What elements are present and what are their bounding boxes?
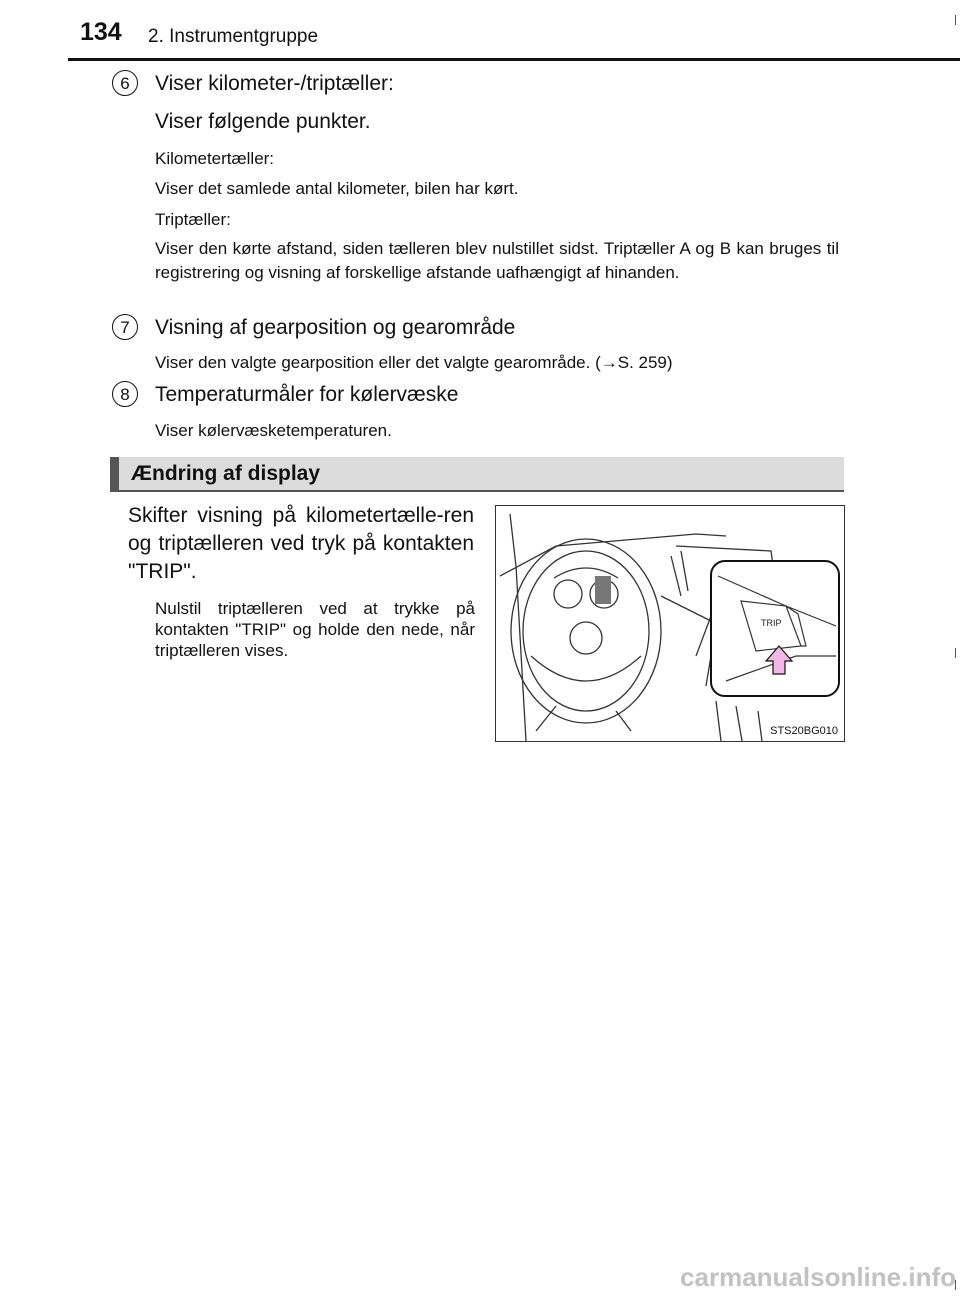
dashboard-illustration xyxy=(495,505,845,742)
item-title: Viser kilometer-/triptæller: xyxy=(155,72,394,95)
item-number-badge: 6 xyxy=(112,70,138,96)
section-note-text: Nulstil triptælleren ved at trykke på kontakten "TRIP" og holde den nede, når triptælleren vises. xyxy=(155,599,475,660)
paragraph: Viser den valgte gearposition eller det valgte gearområde. (→S. 259) xyxy=(155,353,673,372)
section-title: Ændring af display xyxy=(131,462,321,485)
paragraph: Triptæller: xyxy=(155,210,231,229)
paragraph: Viser kølervæsketemperaturen. xyxy=(155,421,392,440)
item-title: Visning af gearposition og gearområde xyxy=(155,316,516,339)
section-lead-text: Skifter visning på kilometertælle-ren og triptælleren ved tryk på kontakten "TRIP". xyxy=(128,504,474,583)
figure-code: STS20BG010 xyxy=(770,725,838,737)
crop-mark xyxy=(955,15,956,25)
item-number-badge: 8 xyxy=(112,381,138,407)
dashboard-drawing xyxy=(496,506,844,741)
item-subtitle: Viser følgende punkter. xyxy=(155,110,371,133)
section-header xyxy=(110,457,844,492)
chapter-title: 2. Instrumentgruppe xyxy=(148,26,319,47)
crop-mark xyxy=(955,648,956,658)
paragraph: Viser det samlede antal kilometer, bilen har kørt. xyxy=(155,179,519,198)
item-number-badge: 7 xyxy=(112,314,138,340)
header-rule xyxy=(68,58,960,61)
paragraph: Viser den kørte afstand, siden tælleren blev nulstillet sidst. Triptæller A og B kan bruges til registrering og visning af forskellige afstande uafhængigt af hinanden. xyxy=(155,239,839,282)
paragraph: Kilometertæller: xyxy=(155,149,275,168)
trip-button-label: TRIP xyxy=(761,618,782,628)
item-title: Temperaturmåler for kølervæske xyxy=(155,383,459,406)
display-indicator xyxy=(595,576,611,604)
watermark: carmanualsonline.info xyxy=(680,1262,956,1292)
page-number: 134 xyxy=(80,18,122,46)
